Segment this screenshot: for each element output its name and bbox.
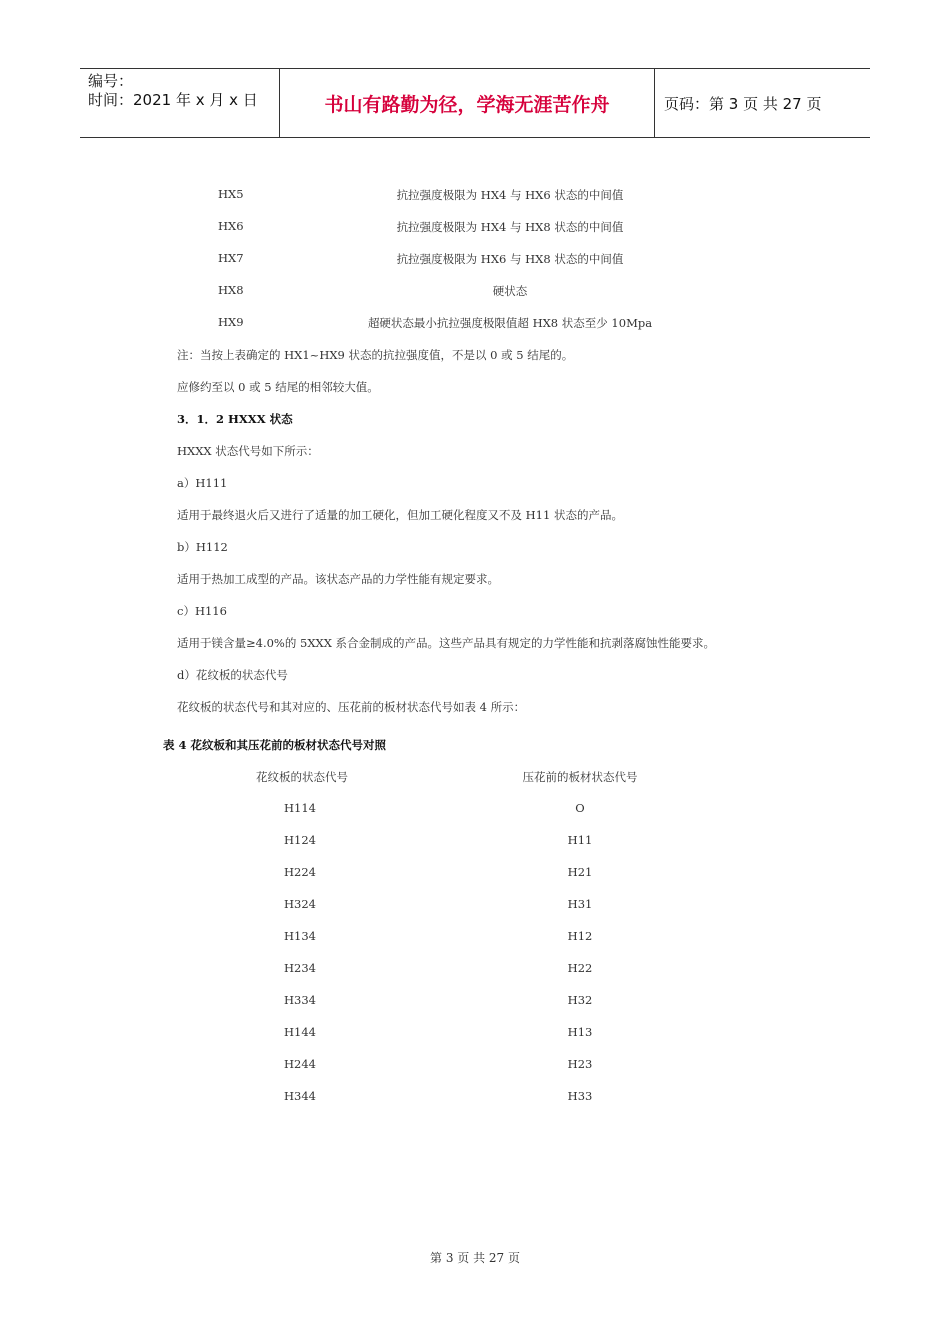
header-page-label: 页码：第 3 页 共 27 页 [664, 94, 822, 113]
state-code: HX9 [218, 315, 244, 329]
item-a-title: a）H111 [177, 476, 228, 490]
table4-cell: H12 [567, 929, 593, 943]
intro-text: HXXX 状态代号如下所示： [177, 444, 319, 458]
item-b-title: b）H112 [177, 540, 228, 554]
note-line-2: 应修约至以 0 或 5 结尾的相邻较大值。 [177, 380, 379, 394]
header-meta [80, 69, 280, 137]
table4-cell: H234 [284, 961, 316, 975]
page-footer: 第 3 页 共 27 页 [430, 1251, 520, 1265]
table4-header-col1: 花纹板的状态代号 [256, 770, 348, 784]
table4-cell: H344 [284, 1089, 316, 1103]
table4-header-col2: 压花前的板材状态代号 [522, 770, 638, 784]
item-c-text: 适用于镁含量≥4.0%的 5XXX 系合金制成的产品。这些产品具有规定的力学性能和抗剥落腐蚀性能要求。 [177, 636, 716, 650]
table4-cell: H21 [567, 865, 593, 879]
table4-cell: O [575, 801, 585, 815]
table4-cell: H22 [567, 961, 593, 975]
table4-cell: H324 [284, 897, 316, 911]
table4-cell: H144 [284, 1025, 316, 1039]
item-a-text: 适用于最终退火后又进行了适量的加工硬化，但加工硬化程度又不及 H11 状态的产品。 [177, 508, 623, 522]
table4-cell: H23 [567, 1057, 593, 1071]
table4-cell: H31 [567, 897, 593, 911]
table4-cell: H134 [284, 929, 316, 943]
item-b-text: 适用于热加工成型的产品。该状态产品的力学性能有规定要求。 [177, 572, 499, 586]
item-d-title: d）花纹板的状态代号 [177, 668, 288, 682]
state-desc: 抗拉强度极限为 HX6 与 HX8 状态的中间值 [396, 252, 624, 266]
table4-cell: H224 [284, 865, 316, 879]
table4-cell: H124 [284, 833, 316, 847]
state-desc: 抗拉强度极限为 HX4 与 HX8 状态的中间值 [396, 220, 624, 234]
table4-cell: H13 [567, 1025, 593, 1039]
table4-cell: H244 [284, 1057, 316, 1071]
state-desc: 抗拉强度极限为 HX4 与 HX6 状态的中间值 [396, 188, 624, 202]
item-c-title: c）H116 [177, 604, 227, 618]
note-line-1: 注：当按上表确定的 HX1~HX9 状态的抗拉强度值，不是以 0 或 5 结尾的。 [177, 348, 574, 362]
state-desc: 硬状态 [492, 284, 528, 298]
table4-cell: H11 [567, 833, 593, 847]
header-motto: 书山有路勤为径，学海无涯苦作舟 [280, 69, 655, 137]
table4-cell: H32 [567, 993, 593, 1007]
state-desc: 超硬状态最小抗拉强度极限值超 HX8 状态至少 10Mpa [367, 316, 653, 330]
state-code: HX6 [218, 219, 244, 233]
page-header [80, 68, 870, 138]
state-code: HX7 [218, 251, 244, 265]
time-label: 时间：2021 年 x 月 x 日 [88, 91, 258, 109]
table4-cell: H334 [284, 993, 316, 1007]
number-label: 编号： [88, 72, 134, 90]
table4-cell: H33 [567, 1089, 593, 1103]
table4-caption: 表 4 花纹板和其压花前的板材状态代号对照 [163, 738, 387, 752]
item-d-text: 花纹板的状态代号和其对应的、压花前的板材状态代号如表 4 所示： [177, 700, 526, 714]
state-code: HX8 [218, 283, 244, 297]
section-heading: 3．1．2 HXXX 状态 [177, 412, 293, 426]
state-code: HX5 [218, 187, 244, 201]
table4-cell: H114 [284, 801, 316, 815]
